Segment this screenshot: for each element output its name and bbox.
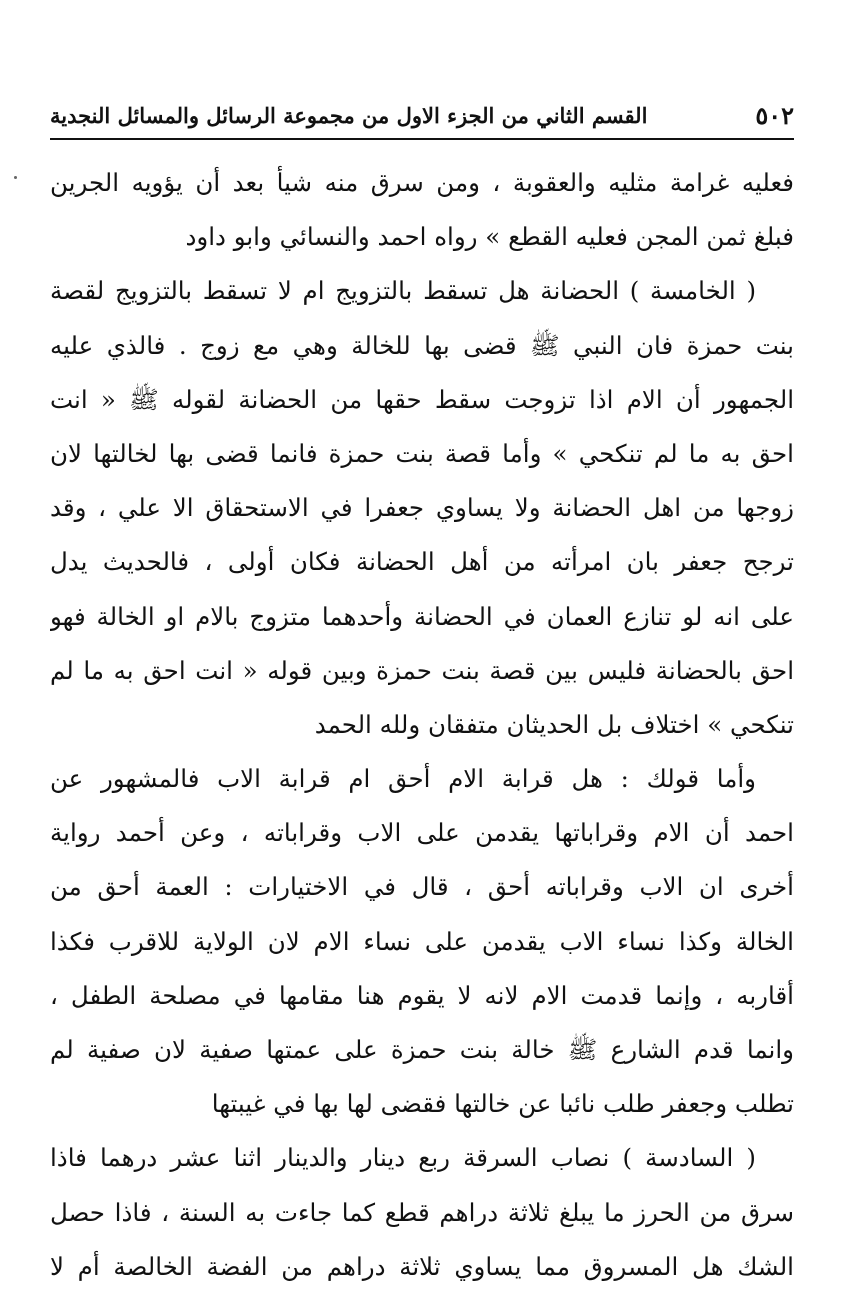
text-line: على انه لو تنازع العمان في الحضانة وأحدهما متزوج بالام او الخالة فهو <box>50 601 794 631</box>
text-line: فعليه غرامة مثليه والعقوبة ، ومن سرق منه شيأ بعد أن يؤويه الجرين <box>50 168 794 197</box>
text-line: الشك هل المسروق مما يساوي ثلاثة دراهم من الفضة الخالصة أم لا <box>50 1251 794 1281</box>
margin-mark <box>14 176 17 179</box>
page-number: ٥٠٢ <box>755 100 794 130</box>
text-line: أقاربه ، وإنما قدمت الام لانه لا يقوم هنا مقامها في مصلحة الطفل ، <box>50 980 794 1010</box>
text-line: ( الخامسة ) الحضانة هل تسقط بالتزويج ام لا تسقط بالتزويج لقصة <box>50 276 756 306</box>
text-line: ( السادسة ) نصاب السرقة ربع دينار والدينار اثنا عشر درهما فاذا <box>50 1143 756 1173</box>
text-line: الخالة وكذا نساء الاب يقدمن على نساء الام لان الولاية للاقرب فكذا <box>50 926 794 956</box>
text-line: تنكحي » اختلاف بل الحديثان متفقان ولله الحمد <box>314 709 794 739</box>
running-title: القسم الثاني من الجزء الاول من مجموعة الرسائل والمسائل النجدية <box>50 102 648 128</box>
body-text <box>50 156 794 1294</box>
text-line: أخرى ان الاب وقراباته أحق ، قال في الاختيارات : العمة أحق من <box>50 872 794 902</box>
text-line: سرق من الحرز ما يبلغ ثلاثة دراهم قطع كما جاءت به السنة ، فاذا حصل <box>50 1197 794 1227</box>
text-line: زوجها من اهل الحضانة ولا يساوي جعفرا في الاستحقاق الا علي ، وقد <box>50 493 794 523</box>
text-line: الجمهور أن الام اذا تزوجت سقط حقها من الحضانة لقوله ﷺ « انت <box>50 384 794 414</box>
text-line: بنت حمزة فان النبي ﷺ قضى بها للخالة وهي مع زوج . فالذي عليه <box>50 330 794 360</box>
text-line: احق به ما لم تنكحي » وأما قصة بنت حمزة فانما قضى بها لخالتها لان <box>50 438 794 468</box>
text-line: تطلب وجعفر طلب نائبا عن خالتها فقضى لها بها في غيبتها <box>211 1089 794 1119</box>
text-line: ترجح جعفر بان امرأته من أهل الحضانة فكان أولى ، فالحديث يدل <box>50 547 794 577</box>
text-line: احق بالحضانة فليس بين قصة بنت حمزة وبين قوله « انت احق به ما لم <box>50 655 794 685</box>
text-line: فبلغ ثمن المجن فعليه القطع » رواه احمد والنسائي وابو داود <box>185 222 794 252</box>
page-header <box>50 98 794 132</box>
header-rule <box>50 138 794 140</box>
text-line: احمد أن الام وقراباتها يقدمن على الاب وقراباته ، وعن أحمد رواية <box>50 818 794 848</box>
text-line: وانما قدم الشارع ﷺ خالة بنت حمزة على عمتها صفية لان صفية لم <box>50 1035 794 1064</box>
text-line: وأما قولك : هل قرابة الام أحق ام قرابة الاب فالمشهور عن <box>50 764 756 794</box>
